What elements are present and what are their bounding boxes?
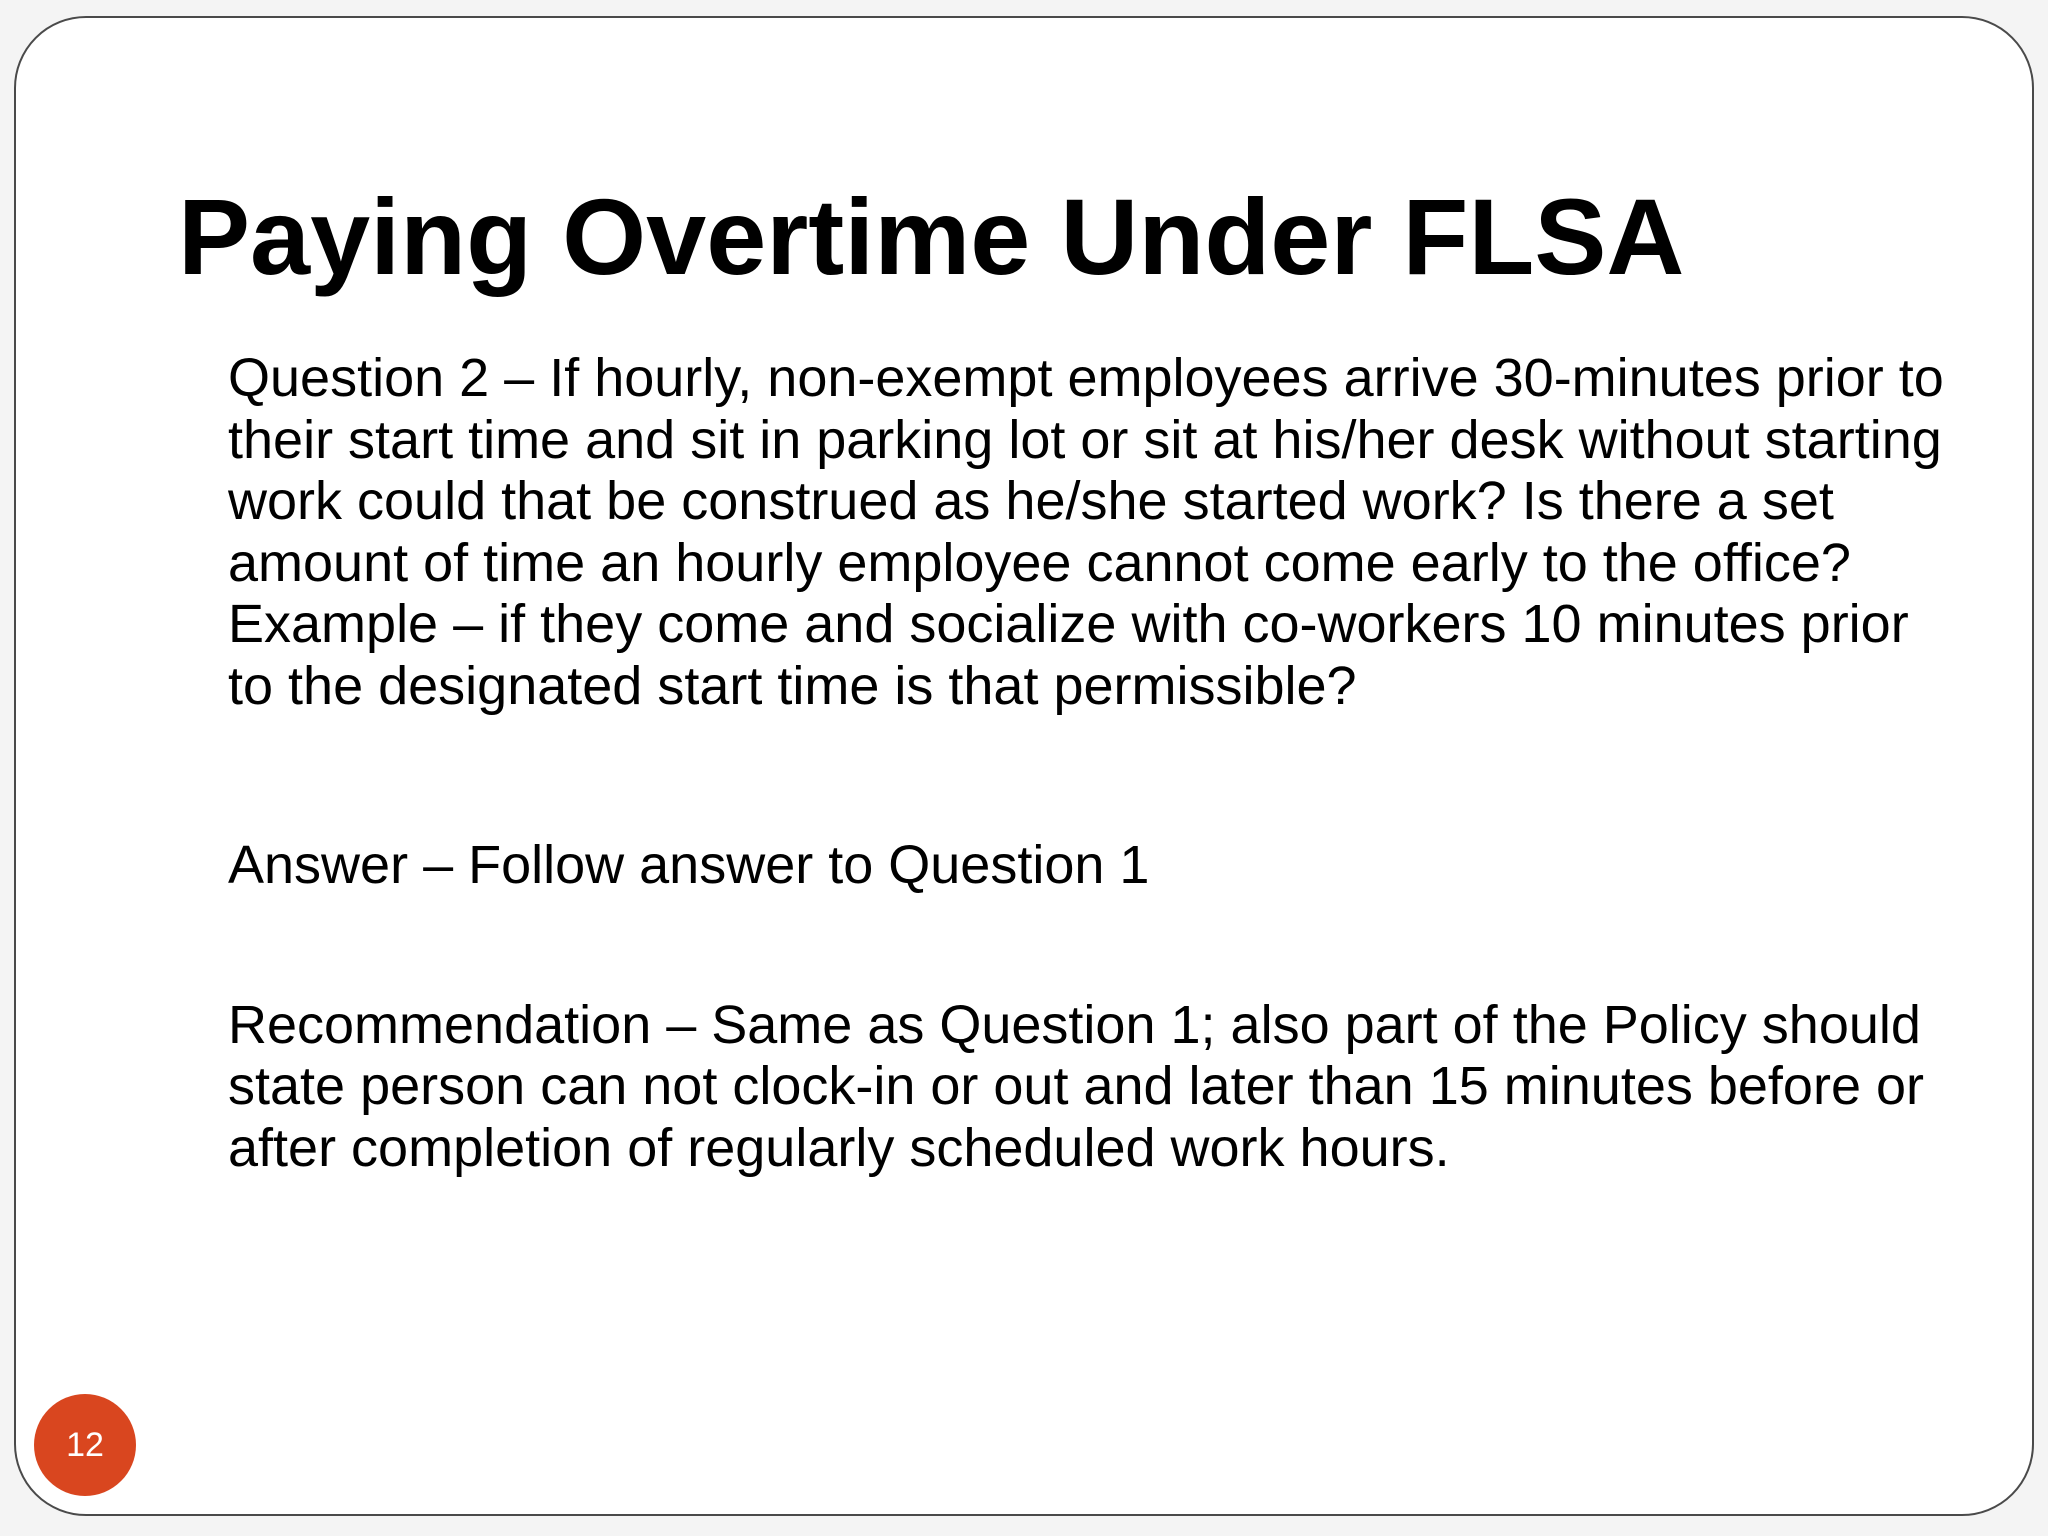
answer-text: Answer – Follow answer to Question 1 [228, 835, 1150, 895]
slide-body [228, 348, 1968, 1179]
slide-frame [14, 16, 2034, 1516]
recommendation-text: Recommendation – Same as Question 1; also part of the Policy should state person can not clock-in or out and later than 15 minutes before or after completion of regularly scheduled work hours. [228, 994, 1924, 1178]
slide-number-badge: 12 [34, 1394, 136, 1496]
slide-title: Paying Overtime Under FLSA [178, 176, 1685, 297]
question-text: Question 2 – If hourly, non-exempt employees arrive 30-minutes prior to their start time and sit in parking lot or sit at his/her desk without starting work could that be construed as he/she started work? Is there a set amount of time an hourly employee cannot come early to the office? Example – if they come and socialize with co-workers 10 minutes prior to the designated start time is that permissible? [228, 348, 1944, 716]
